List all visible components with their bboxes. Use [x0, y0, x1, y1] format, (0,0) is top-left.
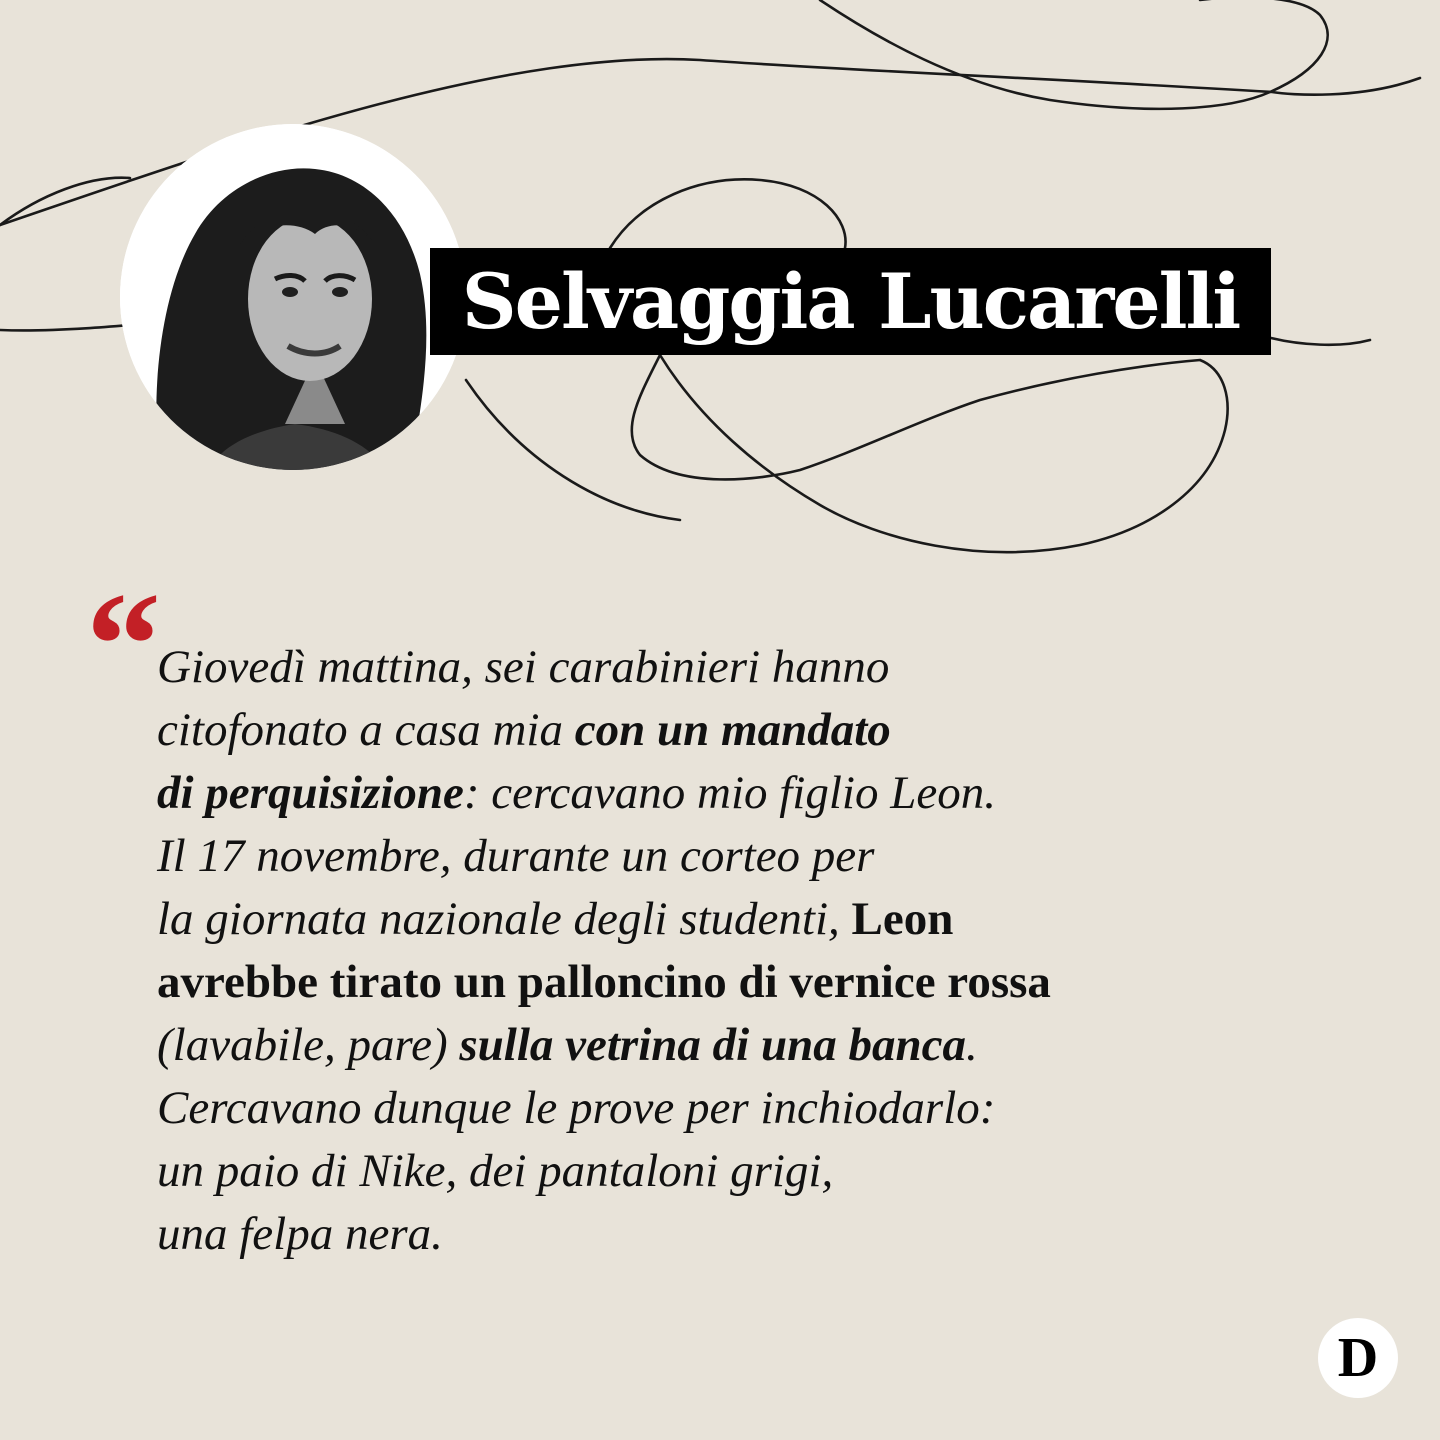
- publisher-logo-letter: D: [1337, 1327, 1379, 1389]
- quote-segment: un paio di Nike, dei pantaloni grigi,: [157, 1145, 834, 1197]
- author-name: Selvaggia Lucarelli: [461, 257, 1240, 346]
- author-name-banner: [430, 248, 1271, 355]
- quote-segment: Giovedì mattina, sei carabinieri hanno: [157, 641, 890, 693]
- quote-line: [157, 951, 1357, 1014]
- quote-segment: (lavabile, pare): [157, 1019, 460, 1071]
- author-avatar: [120, 124, 466, 470]
- quote-segment: una felpa nera.: [157, 1208, 443, 1260]
- quote-text: [157, 636, 1357, 1266]
- quote-line: [157, 1203, 1357, 1266]
- quote-segment: sulla vetrina di una banca: [459, 1019, 967, 1071]
- quote-segment: Cercavano dunque le prove per inchiodarlo:: [157, 1082, 996, 1134]
- quote-line: [157, 1140, 1357, 1203]
- quote-line: [157, 1077, 1357, 1140]
- quote-line: [157, 888, 1357, 951]
- quote-segment: citofonato a casa mia: [157, 704, 575, 756]
- quote-segment: la giornata nazionale degli studenti,: [157, 893, 852, 945]
- publisher-logo: [1318, 1318, 1398, 1398]
- quote-segment: Il 17 novembre, durante un corteo per: [157, 830, 875, 882]
- quote-segment: con un mandato: [574, 704, 891, 756]
- quote-segment: Leon: [851, 893, 954, 945]
- quote-line: [157, 636, 1357, 699]
- quote-segment: avrebbe tirato un palloncino di vernice rossa: [157, 956, 1051, 1008]
- quote-line: [157, 1014, 1357, 1077]
- quote-segment: di perquisizione: [157, 767, 464, 819]
- quote-line: [157, 762, 1357, 825]
- quote-segment: .: [966, 1019, 978, 1071]
- quote-line: [157, 699, 1357, 762]
- quote-line: [157, 825, 1357, 888]
- quote-segment: : cercavano mio figlio Leon.: [463, 767, 996, 819]
- author-portrait-image: [120, 124, 466, 470]
- quote-mark-icon: “: [86, 562, 161, 728]
